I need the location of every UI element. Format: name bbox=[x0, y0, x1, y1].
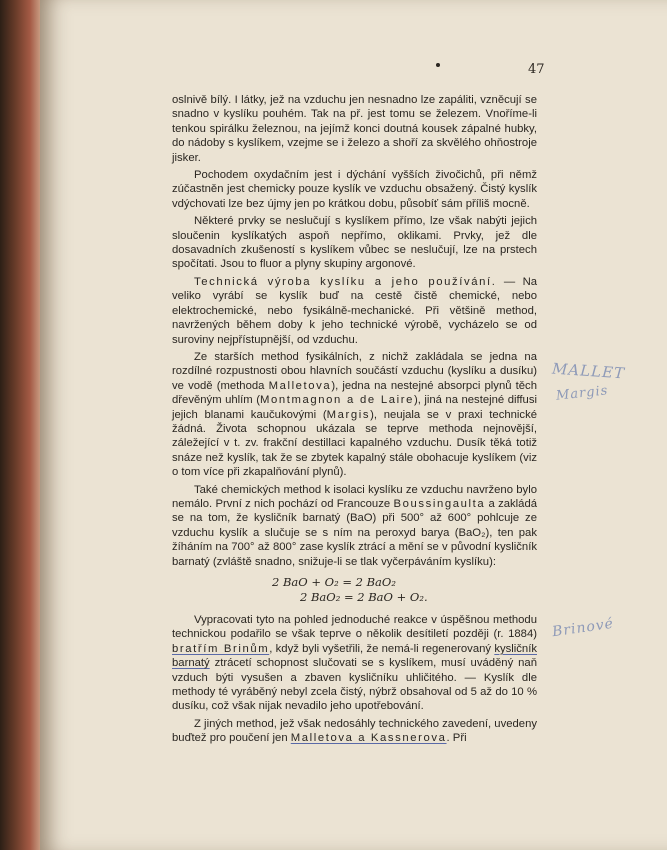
margin-note-margis: Margis bbox=[555, 383, 610, 404]
name-boussingault: Boussingaulta bbox=[393, 497, 486, 510]
paragraph-8: Z jiných method, jež však nedosáhly technického zavedení, uvedeny buďtež pro poučení jen Malletova a Kassnerova. Při bbox=[172, 717, 537, 745]
name-montmagnon: Montmagnon a de Laire bbox=[259, 394, 414, 407]
name-malletova-kassnerova: Malletova a Kassnerova bbox=[290, 732, 447, 745]
paragraph-6: Také chemických method k isolaci kyslíku ze vzduchu navrženo bylo nemálo. První z nich pochází od Francouze Boussingaulta a zakládá se na tom, že kysličník barnatý (BaO) při 500° až 600° pohlcuje ze vzduchu kyslík a slučuje se s ním na peroxyd barya (BaO₂), ten pak žíháním na 700° až 800° zase kyslík ztrácí a mění se v původní kysličník barnatý (zvláště snadno, snižuje-li se tlak vyčerpáváním kyslíku): bbox=[172, 483, 538, 568]
name-brin: bratřím Brinům bbox=[172, 642, 270, 655]
paragraph-2: Pochodem oxydačním jest i dýchání vyšších živočichů, při němž zúčastněn jest chemicky pouze kyslík ve vzduchu obsažený. Čistý kyslík vdýchovati lze bez újmy jen po krátkou dobu, působíť sám příliš mocně. bbox=[172, 169, 537, 210]
margin-note-mallet: MALLET bbox=[551, 359, 626, 383]
equation-2: 2 BaO₂ = 2 BaO + O₂. bbox=[300, 590, 428, 604]
book-gutter bbox=[0, 0, 40, 850]
name-mallet: Malletova bbox=[268, 379, 332, 392]
paragraph-3: Některé prvky se neslučují s kyslíkem přímo, lze však nabýti jejich sloučenin kyslíkatých aspoň nepřímo, oklikami. Prvky, jež dle dosavadních zkušeností s kyslíkem vůbec se neslučují, lze na prstech spočítati. Jsou to fluor a plyny skupiny argonové. bbox=[172, 215, 537, 271]
name-margis: Margis bbox=[326, 408, 371, 421]
paragraph-5: Ze starších method fysikálních, z nichž zakládala se jedna na rozdílné rozpustnosti obou hlavních součástí vzduchu (kyslíku a dusíku) ve vodě (methoda Malletova), jedna na nestejné absorpci plynů těch dřevěným uhlím (Montmagnon a de Laire), jiná na nestejné diffusi jejich blanami kaučukovými (Margis), neujala se v praxi technické žádná. Života schopnou ukázala se teprve methoda nejnovější, záležející v t. zv. frakční destillaci kapalného vzduchu. Dusík těká totiž snáze než kyslík, tak že se zbytek kapalný stále obohacuje kyslíkem (viz o tom více při zkapalňování plynů). bbox=[172, 350, 538, 479]
paragraph-7: Vypracovati tyto na pohled jednoduché reakce v úspěšnou methodu technickou podařilo se však teprve o několik desítiletí později (r. 1884) bratřím Brinům, když byli vyšetřili, že nemá-li regenerovaný kysličník barnatý ztrácetí schopnost slučovati se s kyslíkem, musí uváděný naň vzduch býti vysušen a zbaven kysličníku uhličitého. — Kyslík dle methody té vyráběný nebyl zcela čistý, nýbrž obsahoval od 5 až do 10 % dusíku, což však nijak nevadilo jeho upotřebování. bbox=[172, 614, 537, 713]
chemical-equations bbox=[172, 575, 537, 605]
ink-dot bbox=[436, 63, 440, 67]
page-number: 47 bbox=[528, 62, 545, 77]
underlined-kyslicnik: kysličník barnatý bbox=[172, 642, 537, 670]
equation-1: 2 BaO + O₂ = 2 BaO₂ bbox=[272, 575, 396, 589]
paragraph-1: oslnivě bílý. I látky, jež na vzduchu jen nesnadno lze zapáliti, vzněcují se snadno v kyslíku pouhém. Tak na př. jest tomu se železem. Vnoříme-li tenkou spirálku železnou, na jejímž konci doutná kousek zápalné hubky, do nádoby s kyslíkem, vzejme se i železo a shoří za skvělého ohňostroje jisker. bbox=[172, 94, 537, 164]
paragraph-4: Technická výroba kyslíku a jeho používání. — Na veliko vyrábí se kyslík buď na cestě čistě chemické, nebo elektrochemické, nebo fysikálně-mechanické. Při většině method, navržených během doby k jeho technické výrobě, vycházelo se od suroviny nejpřístupnější, od vzduchu. bbox=[172, 275, 538, 346]
section-heading: Technická výroba kyslíku a jeho používání. bbox=[194, 275, 497, 288]
page-body bbox=[172, 93, 537, 749]
margin-note-brin: Brinové bbox=[551, 615, 615, 641]
